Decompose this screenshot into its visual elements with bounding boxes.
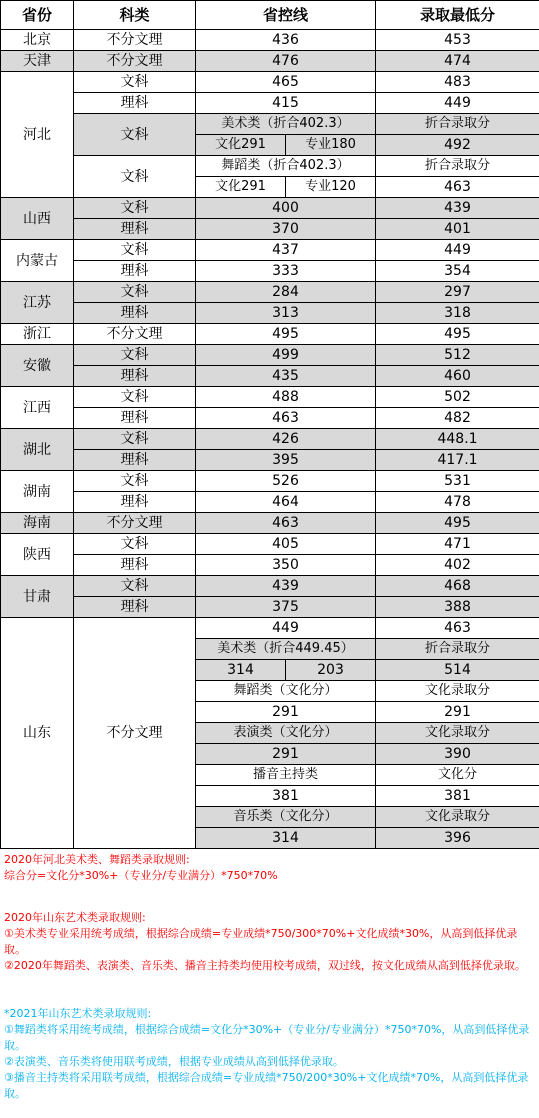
note-title: 2020年河北美术类、舞蹈类录取规则: (4, 853, 190, 866)
min-cell: 439 (376, 198, 539, 219)
culture-score-cell: 314 (196, 660, 286, 681)
type-cell: 理科 (74, 93, 196, 114)
type-cell: 理科 (74, 492, 196, 513)
type-cell: 文科 (74, 387, 196, 408)
major-score-cell: 专业120 (286, 177, 376, 198)
min-cell: 483 (376, 72, 539, 93)
line-cell: 284 (196, 282, 376, 303)
table-row (1, 345, 539, 366)
header-type: 科类 (74, 1, 196, 30)
art-subheader-min: 折合录取分 (376, 156, 539, 177)
table-header (1, 1, 539, 30)
min-cell: 502 (376, 387, 539, 408)
line-cell: 526 (196, 471, 376, 492)
min-cell: 388 (376, 597, 539, 618)
table-row (1, 324, 539, 345)
shandong-2021-rules-note (4, 1006, 536, 1102)
table-row (1, 261, 539, 282)
table-row (1, 555, 539, 576)
type-cell: 理科 (74, 303, 196, 324)
line-cell: 291 (196, 744, 376, 765)
table-row (1, 366, 539, 387)
table-row (1, 450, 539, 471)
line-cell: 436 (196, 30, 376, 51)
min-cell: 401 (376, 219, 539, 240)
province-cell: 山西 (1, 198, 74, 240)
province-cell: 安徽 (1, 345, 74, 387)
hebei-rules-note (4, 852, 536, 884)
line-cell: 476 (196, 51, 376, 72)
note-item: ③播音主持类将采用联考成绩，根据综合成绩=专业成绩*750/200*30%+文化成绩*70%，从高到低择优录取。 (4, 1071, 529, 1100)
art-subheader: 音乐类（文化分） (196, 807, 376, 828)
note-title: 2020年山东艺术类录取规则: (4, 911, 146, 924)
type-cell: 文科 (74, 240, 196, 261)
province-cell: 甘肃 (1, 576, 74, 618)
type-cell: 文科 (74, 471, 196, 492)
province-cell: 海南 (1, 513, 74, 534)
min-cell: 417.1 (376, 450, 539, 471)
min-cell: 402 (376, 555, 539, 576)
line-cell: 375 (196, 597, 376, 618)
min-cell: 463 (376, 618, 539, 639)
province-cell: 天津 (1, 51, 74, 72)
header-min-score: 录取最低分 (376, 1, 539, 30)
min-cell: 449 (376, 93, 539, 114)
min-cell: 474 (376, 51, 539, 72)
line-cell: 313 (196, 303, 376, 324)
type-cell: 文科 (74, 534, 196, 555)
table-row (1, 303, 539, 324)
table-row (1, 72, 539, 93)
province-cell: 江苏 (1, 282, 74, 324)
table-row (1, 51, 539, 72)
type-cell: 文科 (74, 576, 196, 597)
art-subheader: 播音主持类 (196, 765, 376, 786)
table-row (1, 156, 539, 177)
min-cell: 390 (376, 744, 539, 765)
min-cell: 531 (376, 471, 539, 492)
min-cell: 291 (376, 702, 539, 723)
line-cell: 488 (196, 387, 376, 408)
min-cell: 453 (376, 30, 539, 51)
table-row (1, 429, 539, 450)
table-row (1, 93, 539, 114)
line-cell: 291 (196, 702, 376, 723)
line-cell: 464 (196, 492, 376, 513)
type-cell: 理科 (74, 555, 196, 576)
line-cell: 333 (196, 261, 376, 282)
line-cell: 415 (196, 93, 376, 114)
line-cell: 439 (196, 576, 376, 597)
min-cell: 495 (376, 513, 539, 534)
header-control-line: 省控线 (196, 1, 376, 30)
header-province: 省份 (1, 1, 74, 30)
min-cell: 449 (376, 240, 539, 261)
type-cell: 文科 (74, 72, 196, 93)
line-cell: 449 (196, 618, 376, 639)
type-cell: 文科 (74, 429, 196, 450)
table-row (1, 618, 539, 639)
table-row (1, 597, 539, 618)
type-cell: 不分文理 (74, 324, 196, 345)
line-cell: 381 (196, 786, 376, 807)
major-score-cell: 专业180 (286, 135, 376, 156)
table-row (1, 240, 539, 261)
province-cell: 山东 (1, 618, 74, 849)
min-cell: 354 (376, 261, 539, 282)
type-cell: 文科 (74, 198, 196, 219)
art-subheader: 舞蹈类（折合402.3） (196, 156, 376, 177)
table-row (1, 219, 539, 240)
type-cell: 理科 (74, 219, 196, 240)
line-cell: 495 (196, 324, 376, 345)
min-cell: 478 (376, 492, 539, 513)
line-cell: 463 (196, 408, 376, 429)
art-subheader-min: 文化录取分 (376, 723, 539, 744)
type-cell: 文科 (74, 345, 196, 366)
min-cell: 492 (376, 135, 539, 156)
type-cell: 文科 (74, 156, 196, 198)
table-row (1, 282, 539, 303)
line-cell: 499 (196, 345, 376, 366)
province-cell: 湖北 (1, 429, 74, 471)
table-row (1, 30, 539, 51)
table-row (1, 114, 539, 135)
min-cell: 448.1 (376, 429, 539, 450)
min-cell: 297 (376, 282, 539, 303)
line-cell: 314 (196, 828, 376, 849)
province-cell: 浙江 (1, 324, 74, 345)
line-cell: 437 (196, 240, 376, 261)
culture-score-cell: 文化291 (196, 177, 286, 198)
type-cell: 不分文理 (74, 51, 196, 72)
type-cell: 理科 (74, 261, 196, 282)
table-row (1, 198, 539, 219)
min-cell: 514 (376, 660, 539, 681)
note-formula: 综合分=文化分*30%+（专业分/专业满分）*750*70% (4, 869, 278, 882)
table-row (1, 387, 539, 408)
note-item: ②2020年舞蹈类、表演类、音乐类、播音主持类均使用校考成绩，双过线，按文化成绩从高到低择优录取。 (4, 959, 526, 972)
line-cell: 350 (196, 555, 376, 576)
min-cell: 482 (376, 408, 539, 429)
type-cell: 文科 (74, 282, 196, 303)
art-subheader-min: 折合录取分 (376, 114, 539, 135)
province-cell: 江西 (1, 387, 74, 429)
min-cell: 460 (376, 366, 539, 387)
line-cell: 370 (196, 219, 376, 240)
type-cell: 文科 (74, 114, 196, 156)
line-cell: 465 (196, 72, 376, 93)
min-cell: 495 (376, 324, 539, 345)
shandong-2020-rules-note (4, 910, 536, 974)
type-cell: 理科 (74, 450, 196, 471)
min-cell: 396 (376, 828, 539, 849)
art-subheader: 美术类（折合402.3） (196, 114, 376, 135)
line-cell: 463 (196, 513, 376, 534)
art-subheader: 舞蹈类（文化分） (196, 681, 376, 702)
min-cell: 381 (376, 786, 539, 807)
table-row (1, 471, 539, 492)
art-subheader-min: 折合录取分 (376, 639, 539, 660)
table-row (1, 408, 539, 429)
note-title: *2021年山东艺术类录取规则: (4, 1007, 152, 1020)
note-item: ①美术类专业采用统考成绩，根据综合成绩=专业成绩*750/300*70%+文化成绩*30%，从高到低择优录取。 (4, 927, 518, 956)
line-cell: 426 (196, 429, 376, 450)
min-cell: 471 (376, 534, 539, 555)
art-subheader: 表演类（文化分） (196, 723, 376, 744)
province-cell: 陕西 (1, 534, 74, 576)
province-cell: 湖南 (1, 471, 74, 513)
art-subheader-min: 文化录取分 (376, 807, 539, 828)
min-cell: 463 (376, 177, 539, 198)
note-item: ①舞蹈类将采用统考成绩，根据综合成绩=文化分*30%+（专业分/专业满分）*750*70%，从高到低择优录取。 (4, 1023, 530, 1052)
line-cell: 395 (196, 450, 376, 471)
type-cell: 不分文理 (74, 618, 196, 849)
min-cell: 512 (376, 345, 539, 366)
line-cell: 435 (196, 366, 376, 387)
type-cell: 理科 (74, 408, 196, 429)
type-cell: 理科 (74, 597, 196, 618)
province-cell: 内蒙古 (1, 240, 74, 282)
art-subheader-min: 文化录取分 (376, 681, 539, 702)
table-row (1, 534, 539, 555)
type-cell: 理科 (74, 366, 196, 387)
table-row (1, 492, 539, 513)
province-cell: 河北 (1, 72, 74, 198)
province-cell: 北京 (1, 30, 74, 51)
art-subheader: 美术类（折合449.45） (196, 639, 376, 660)
min-cell: 318 (376, 303, 539, 324)
note-item: ②表演类、音乐类将使用联考成绩，根据专业成绩从高到低择优录取。 (4, 1055, 344, 1068)
major-score-cell: 203 (286, 660, 376, 681)
culture-score-cell: 文化291 (196, 135, 286, 156)
table-row (1, 576, 539, 597)
line-cell: 400 (196, 198, 376, 219)
type-cell: 不分文理 (74, 30, 196, 51)
min-cell: 468 (376, 576, 539, 597)
table-row (1, 513, 539, 534)
type-cell: 不分文理 (74, 513, 196, 534)
art-subheader-min: 文化分 (376, 765, 539, 786)
line-cell: 405 (196, 534, 376, 555)
